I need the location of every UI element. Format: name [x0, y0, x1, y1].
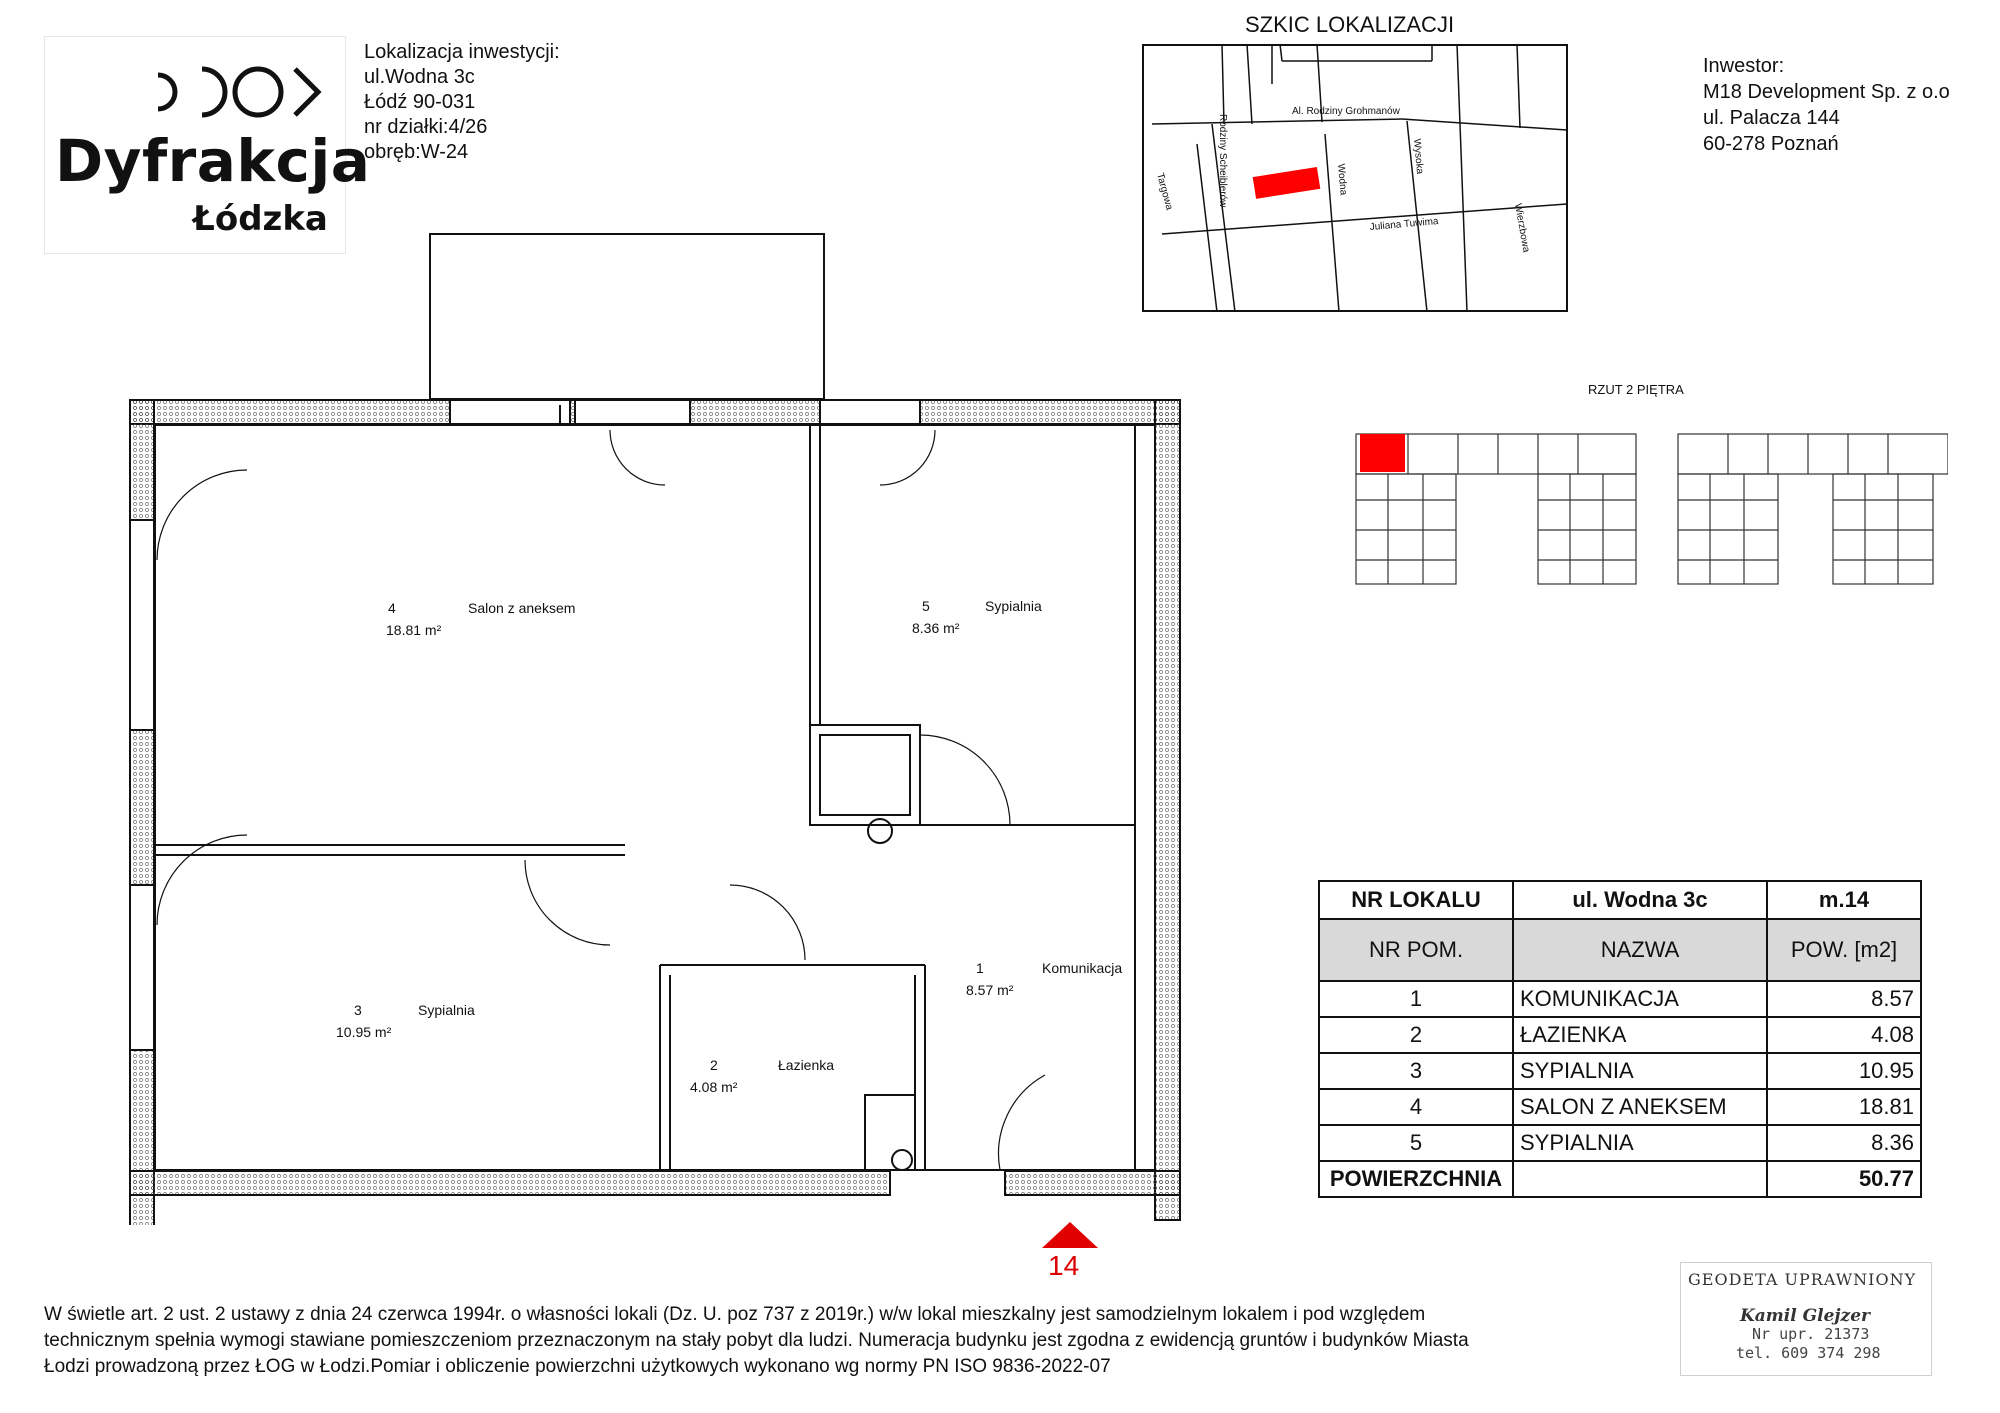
total-label: POWIERZCHNIA	[1319, 1161, 1513, 1197]
location-street: ul.Wodna 3c	[364, 66, 475, 88]
table-cell: 10.95	[1767, 1053, 1921, 1089]
unit-highlight	[1360, 434, 1405, 472]
entrance-arrow-icon	[1040, 1220, 1100, 1250]
location-label: Lokalizacja inwestycji:	[364, 41, 560, 63]
investor-label: Inwestor:	[1703, 55, 1785, 77]
table-cell: 2	[1319, 1017, 1513, 1053]
table-cell: 18.81	[1767, 1089, 1921, 1125]
room-area: 8.57 m²	[966, 982, 1014, 998]
map-street-label: Targowa	[1154, 171, 1175, 212]
logo-title: Dyfrakcja	[55, 127, 371, 195]
entrance-number: 14	[1048, 1250, 1080, 1281]
table-row	[1319, 1089, 1921, 1125]
investor-city: 60-278 Poznań	[1703, 133, 1839, 155]
table-cell: ŁAZIENKA	[1513, 1017, 1767, 1053]
logo-subtitle: Łódzka	[193, 199, 328, 239]
location-city: Łódź 90-031	[364, 91, 476, 113]
location-map	[1142, 44, 1568, 312]
floor-plan	[120, 225, 1200, 1225]
room-name: Komunikacja	[1042, 960, 1123, 976]
balcony	[430, 234, 824, 399]
logo	[44, 36, 371, 254]
table-subheader-row	[1319, 919, 1921, 981]
table-row	[1319, 1053, 1921, 1089]
map-street-label: Rodziny Scheiblerów	[1217, 114, 1228, 208]
total-empty-cell	[1513, 1161, 1767, 1197]
unit-table	[1318, 880, 1922, 1198]
table-row	[1319, 1125, 1921, 1161]
room-number: 3	[354, 1002, 362, 1018]
table-row	[1319, 981, 1921, 1017]
investor-street: ul. Palacza 144	[1703, 107, 1840, 129]
table-cell: 4.08	[1767, 1017, 1921, 1053]
stamp-phone: tel. 609 374 298	[1736, 1344, 1881, 1362]
table-cell: 5	[1319, 1125, 1513, 1161]
table-cell: 8.57	[1767, 981, 1921, 1017]
room-number: 1	[976, 960, 984, 976]
table-header-cell: m.14	[1767, 881, 1921, 919]
floor-overview	[1348, 420, 1948, 590]
map-title: SZKIC LOKALIZACJI	[1245, 12, 1455, 37]
table-total-row	[1319, 1161, 1921, 1197]
location-precinct: obręb:W-24	[364, 141, 469, 163]
legal-line: W świetle art. 2 ust. 2 ustawy z dnia 24 czerwca 1994r. o własności lokali (Dz. U. poz 737 z 2019r.) w/w lokal mieszkalny jest samodzielnym lokalem i pod względem	[44, 1304, 1426, 1325]
room-number: 5	[922, 598, 930, 614]
map-street-label: Juliana Tuwima	[1369, 216, 1439, 233]
total-value: 50.77	[1767, 1161, 1921, 1197]
room-number: 4	[388, 600, 396, 616]
table-cell: SYPIALNIA	[1513, 1125, 1767, 1161]
table-header-cell: ul. Wodna 3c	[1513, 881, 1767, 919]
table-cell: 4	[1319, 1089, 1513, 1125]
location-info	[364, 40, 560, 165]
map-street-label: Wierzbowa	[1512, 202, 1532, 254]
room-name: Salon z aneksem	[468, 600, 576, 616]
map-street-label: Wodna	[1335, 163, 1349, 196]
table-header-row	[1319, 881, 1921, 919]
table-column-header: NAZWA	[1513, 919, 1767, 981]
legal-line: technicznym spełnia wymogi stawiane pomieszczeniom przeznaczonym na stały pobyt dla ludzi. Numeracja budynku jest zgodna z ewidencją gruntów i budynków Miasta	[44, 1330, 1469, 1351]
map-street-label: Al. Rodziny Grohmanów	[1292, 106, 1400, 117]
investor-info	[1703, 53, 1950, 157]
legal-notice	[44, 1302, 1684, 1380]
map-street-label: Wysoka	[1411, 138, 1426, 175]
table-cell: KOMUNIKACJA	[1513, 981, 1767, 1017]
table-cell: 1	[1319, 981, 1513, 1017]
room-area: 8.36 m²	[912, 620, 960, 636]
legal-line: Łodzi prowadzoną przez ŁOG w Łodzi.Pomiar i obliczenie powierzchni użytkowych wykonano wg normy PN ISO 9836-2022-07	[44, 1356, 1111, 1377]
logo-mark-icon	[140, 57, 340, 127]
table-column-header: NR POM.	[1319, 919, 1513, 981]
location-parcel: nr działki:4/26	[364, 116, 488, 138]
room-name: Sypialnia	[985, 598, 1042, 614]
room-area: 10.95 m²	[336, 1024, 392, 1040]
room-name: Łazienka	[778, 1057, 835, 1073]
investor-name: M18 Development Sp. z o.o	[1703, 81, 1950, 103]
room-area: 4.08 m²	[690, 1079, 738, 1095]
stamp-license: Nr upr. 21373	[1752, 1325, 1870, 1343]
room-number: 2	[710, 1057, 718, 1073]
table-header-cell: NR LOKALU	[1319, 881, 1513, 919]
table-column-header: POW. [m2]	[1767, 919, 1921, 981]
stamp-name: Kamil Glejzer	[1740, 1306, 1870, 1326]
room-area: 18.81 m²	[386, 622, 442, 638]
stamp-title: GEODETA UPRAWNIONY	[1688, 1270, 1917, 1289]
table-row	[1319, 1017, 1921, 1053]
table-cell: SALON Z ANEKSEM	[1513, 1089, 1767, 1125]
room-name: Sypialnia	[418, 1002, 475, 1018]
table-cell: 8.36	[1767, 1125, 1921, 1161]
floor-plan-title: RZUT 2 PIĘTRA	[1588, 382, 1684, 397]
table-cell: SYPIALNIA	[1513, 1053, 1767, 1089]
table-cell: 3	[1319, 1053, 1513, 1089]
